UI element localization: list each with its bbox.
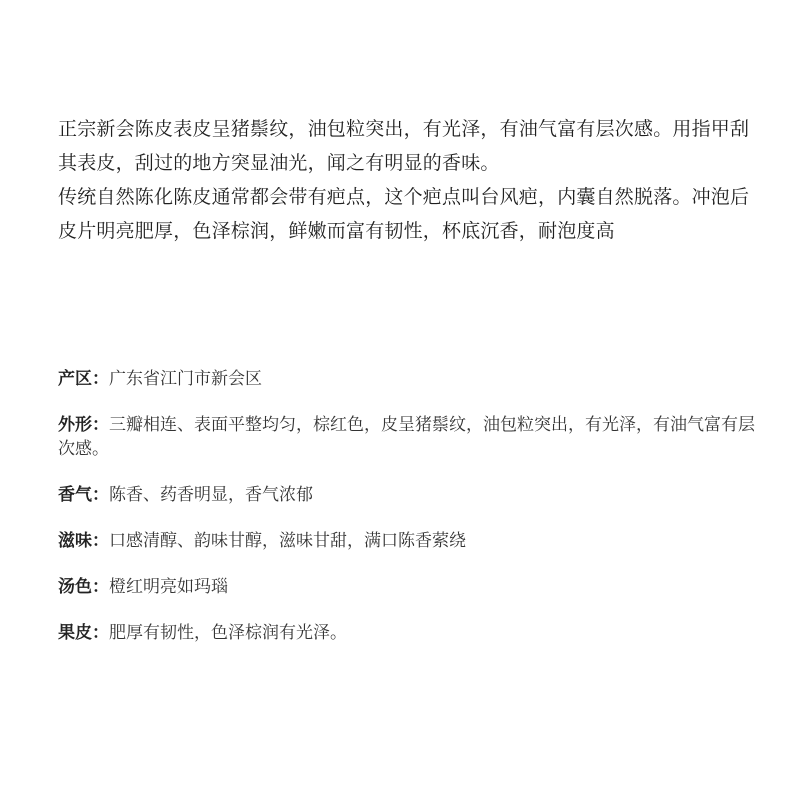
spec-value: 口感清醇、韵味甘醇，滋味甘甜，满口陈香萦绕 (109, 531, 466, 551)
spec-aroma (58, 483, 758, 507)
spec-taste (58, 529, 758, 553)
intro-paragraph-aging: 传统自然陈化陈皮通常都会带有疤点，这个疤点叫台风疤，内囊自然脱落。冲泡后皮片明亮肥厚，色泽棕润，鲜嫩而富有韧性，杯底沉香，耐泡度高 (58, 186, 750, 242)
spec-value: 肥厚有韧性，色泽棕润有光泽。 (109, 623, 347, 643)
spec-label: 外形： (58, 415, 109, 435)
spec-label: 香气： (58, 485, 109, 505)
spec-liquor-color (58, 575, 758, 599)
intro-paragraph-appearance: 正宗新会陈皮表皮呈猪鬃纹，油包粒突出，有光泽，有油气富有层次感。用指甲刮其表皮，刮过的地方突显油光，闻之有明显的香味。 (58, 118, 750, 174)
spec-origin (58, 367, 758, 391)
spec-value: 广东省江门市新会区 (109, 369, 262, 389)
product-specs (58, 367, 758, 667)
spec-label: 产区： (58, 369, 109, 389)
spec-value: 三瓣相连、表面平整均匀，棕红色，皮呈猪鬃纹，油包粒突出，有光泽，有油气富有层次感。 (58, 415, 755, 459)
spec-label: 滋味： (58, 531, 109, 551)
spec-label: 果皮： (58, 623, 109, 643)
intro-text (58, 112, 758, 248)
spec-label: 汤色： (58, 577, 109, 597)
spec-value: 陈香、药香明显，香气浓郁 (109, 485, 313, 505)
spec-shape (58, 413, 758, 461)
spec-peel (58, 621, 758, 645)
spec-value: 橙红明亮如玛瑙 (109, 577, 228, 597)
